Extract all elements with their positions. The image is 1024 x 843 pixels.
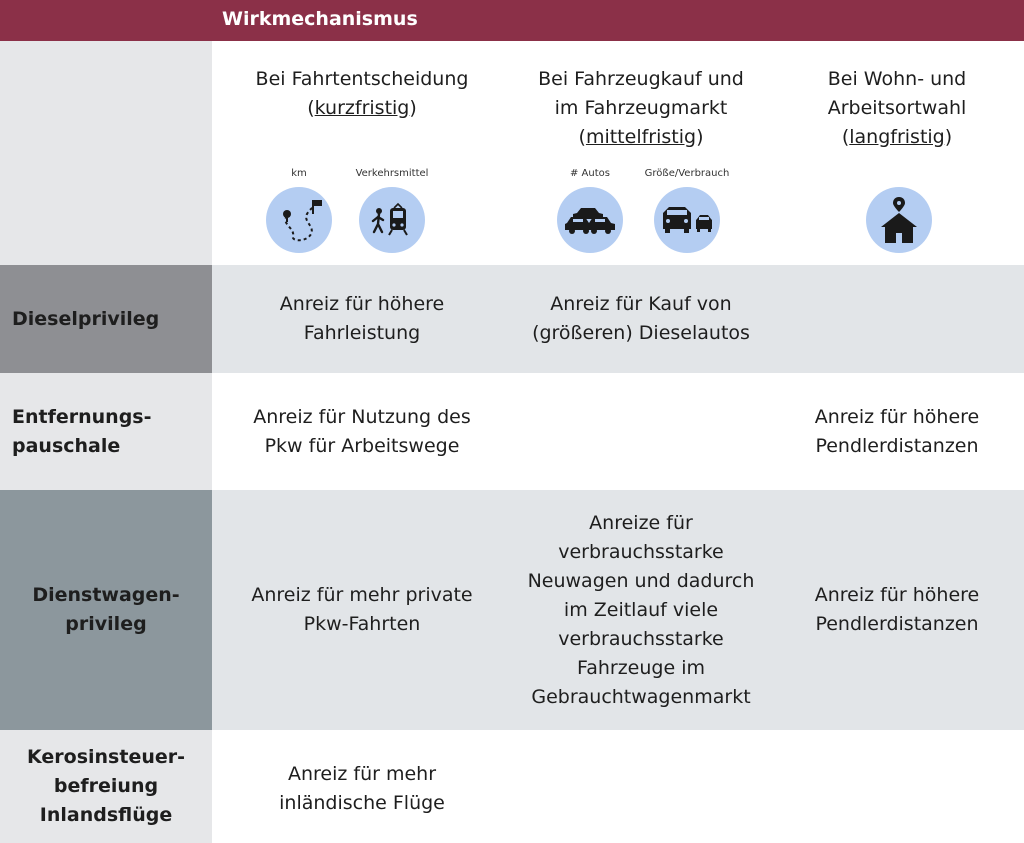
row-label-dieselprivileg <box>0 265 212 373</box>
cell-text-line: Anreiz für mehr private <box>251 584 473 606</box>
cell-text-line: Pendlerdistanzen <box>815 434 979 457</box>
row-label-line: pauschale <box>12 434 121 457</box>
cell-text-line: Fahrzeuge im <box>577 656 705 679</box>
row-label-line: Inlandsflüge <box>39 804 173 826</box>
paren-close: ) <box>696 126 704 148</box>
cell-text-line: Anreize für <box>589 511 693 534</box>
term-label: langfristig <box>849 126 945 148</box>
cell-text-line: (größeren) Dieselautos <box>532 322 750 344</box>
cell-text-line: Anreiz für höhere <box>814 405 980 428</box>
row-label-line: privileg <box>65 613 147 635</box>
column-heading-line: Bei Fahrtentscheidung <box>255 68 469 90</box>
cell-text-line: verbrauchsstarke <box>558 540 724 563</box>
cell-text-line: Anreiz für Kauf von <box>550 293 732 315</box>
column-heading-line: Bei Wohn- und <box>827 68 967 90</box>
cell-text-line: Anreiz für höhere <box>814 584 980 606</box>
cell-dienstwagen-long-term <box>770 490 1024 730</box>
cell-text-line: Anreiz für höhere <box>279 293 445 315</box>
paren-close: ) <box>409 97 417 119</box>
paren-close: ) <box>944 126 953 148</box>
icon-group-groesse-verbrauch <box>644 167 730 253</box>
column-heading-line: Bei Fahrzeugkauf und <box>538 68 744 90</box>
cell-text-line: Pkw für Arbeitswege <box>264 434 460 457</box>
row-kerosinsteuerbefreiung <box>0 730 1024 843</box>
row-label-entfernungspauschale <box>0 373 212 490</box>
corner-cell <box>0 41 212 265</box>
icon-group-verkehrsmittel <box>354 167 430 253</box>
cell-text-line: Pkw-Fahrten <box>303 613 421 635</box>
icon-caption: km <box>291 168 307 179</box>
cell-dienstwagen-medium-term <box>512 490 770 730</box>
icon-group-wohnort <box>864 167 934 253</box>
row-label-kerosinsteuerbefreiung <box>0 730 212 843</box>
cell-entfernung-short-term <box>212 373 512 490</box>
cell-entfernung-long-term <box>770 373 1024 490</box>
route-icon <box>266 187 332 253</box>
paren-open: ( <box>841 126 850 148</box>
icon-group-km <box>264 167 334 253</box>
paren-open: ( <box>307 97 315 119</box>
column-heading-line: Arbeitsortwahl <box>827 97 967 119</box>
icon-group-autos <box>555 167 625 253</box>
cell-text-line: Pendlerdistanzen <box>815 613 979 635</box>
icon-caption <box>864 167 934 181</box>
cell-text-line: im Zeitlauf viele <box>563 598 719 621</box>
cell-entfernung-medium-term <box>512 373 770 490</box>
cell-kerosin-long-term <box>770 730 1024 843</box>
cell-text-line: Neuwagen und dadurch <box>527 569 755 592</box>
paren-open: ( <box>578 126 586 148</box>
cell-diesel-short-term <box>212 265 512 373</box>
column-heading-short-term <box>212 65 512 123</box>
row-dieselprivileg <box>0 265 1024 373</box>
cell-kerosin-medium-term <box>512 730 770 843</box>
car-size-icon <box>654 187 720 253</box>
term-label: kurzfristig <box>314 97 410 119</box>
row-label-line: befreiung <box>53 775 159 797</box>
header-title: Wirkmechanismus <box>222 8 418 30</box>
cell-text-line: inländische Flüge <box>279 792 445 814</box>
cell-text-line: verbrauchsstarke <box>558 627 724 650</box>
car-count-icon <box>557 187 623 253</box>
column-heading-long-term <box>770 65 1024 152</box>
cell-kerosin-short-term <box>212 730 512 843</box>
cell-dienstwagen-short-term <box>212 490 512 730</box>
row-label-line: Entfernungs- <box>12 405 152 428</box>
row-label-line: Kerosinsteuer- <box>27 746 185 768</box>
cell-text-line: Anreiz für mehr <box>287 763 437 785</box>
row-label-line: Dieselprivileg <box>12 307 160 330</box>
icon-caption: Verkehrsmittel <box>355 168 429 179</box>
column-heading-line: im Fahrzeugmarkt <box>554 97 728 119</box>
column-heading-medium-term <box>512 65 770 152</box>
cell-text-line: Fahrleistung <box>303 322 421 344</box>
row-label-dienstwagenprivileg <box>0 490 212 730</box>
transport-mode-icon <box>359 187 425 253</box>
cell-text-line: Anreiz für Nutzung des <box>253 405 471 428</box>
column-header-row <box>0 41 1024 265</box>
cell-diesel-medium-term <box>512 265 770 373</box>
row-dienstwagenprivileg <box>0 490 1024 730</box>
cell-text-line: Gebrauchtwagenmarkt <box>531 685 751 708</box>
cell-diesel-long-term <box>770 265 1024 373</box>
row-label-line: Dienstwagen- <box>32 584 180 606</box>
icon-caption: # Autos <box>570 168 610 179</box>
icon-caption: Größe/Verbrauch <box>644 168 730 179</box>
header-bar <box>0 0 1024 41</box>
row-entfernungspauschale <box>0 373 1024 490</box>
term-label: mittelfristig <box>585 126 697 148</box>
home-location-icon <box>866 187 932 253</box>
